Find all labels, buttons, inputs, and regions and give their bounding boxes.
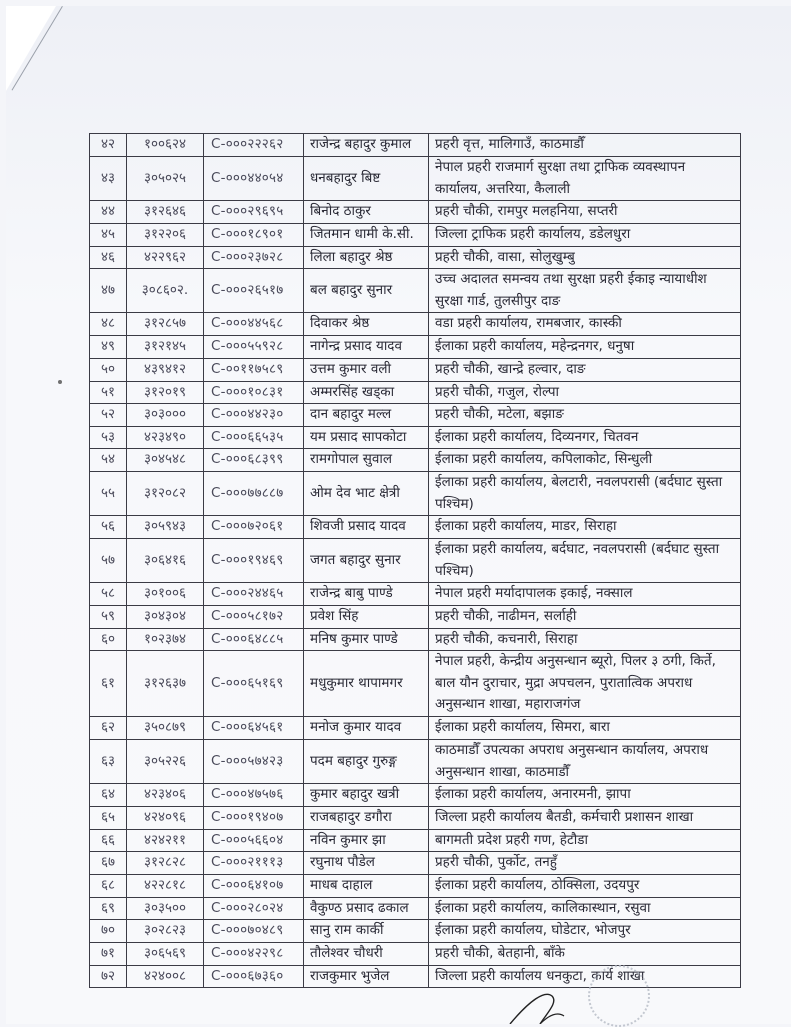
personnel-id-cell: ३०३५०० [127, 897, 204, 920]
personnel-id-cell: ४२४००८ [127, 965, 204, 988]
name-cell: राजेन्द्र बहादुर कुमाल [304, 134, 429, 157]
personnel-id-cell: १०२३७४ [127, 628, 204, 651]
table-row [90, 223, 741, 246]
personnel-id-cell: ४२४०९६ [127, 807, 204, 830]
serial-number-cell: ६१ [90, 651, 127, 717]
table-row [90, 539, 741, 583]
serial-number-cell: ५४ [90, 449, 127, 472]
scan-speck [58, 380, 62, 384]
serial-number-cell: ४५ [90, 223, 127, 246]
code-cell: C-०००७०४८९ [204, 920, 304, 943]
table-row [90, 157, 741, 201]
code-cell: C-०००१८९०१ [204, 223, 304, 246]
personnel-id-cell: ४२२८१८ [127, 874, 204, 897]
name-cell: बल बहादुर सुनार [304, 269, 429, 313]
table-row [90, 313, 741, 336]
personnel-id-cell: ३१२६४६ [127, 201, 204, 224]
code-cell: C-०००२९६९५ [204, 201, 304, 224]
serial-number-cell: ६७ [90, 852, 127, 875]
serial-number-cell: ४३ [90, 157, 127, 201]
office-cell: ईलाका प्रहरी कार्यालय, बेलटारी, नवलपरासी (बर्दघाट सुस्ता पश्चिम) [429, 472, 741, 516]
table-row [90, 201, 741, 224]
office-cell: प्रहरी चौकी, पुर्कोट, तनहुँ [429, 852, 741, 875]
personnel-id-cell: ३०५२२६ [127, 740, 204, 784]
personnel-id-cell: ४२३४०६ [127, 784, 204, 807]
table-row [90, 449, 741, 472]
name-cell: रामगोपाल सुवाल [304, 449, 429, 472]
code-cell: C-०००५७४२३ [204, 740, 304, 784]
table-row [90, 404, 741, 427]
serial-number-cell: ४४ [90, 201, 127, 224]
office-cell: ईलाका प्रहरी कार्यालय, ठोक्सिला, उदयपुर [429, 874, 741, 897]
office-cell: ईलाका प्रहरी कार्यालय, कपिलाकोट, सिन्धुली [429, 449, 741, 472]
personnel-id-cell: ३०४३०४ [127, 605, 204, 628]
name-cell: राजेन्द्र बाबु पाण्डे [304, 583, 429, 606]
serial-number-cell: ७० [90, 920, 127, 943]
office-cell: काठमाडौँ उपत्यका अपराध अनुसन्धान कार्यालय, अपराध अनुसन्धान शाखा, काठमाडौँ [429, 740, 741, 784]
personnel-id-cell: ३१२६३७ [127, 651, 204, 717]
personnel-id-cell: ३१२८५७ [127, 313, 204, 336]
office-cell: प्रहरी चौकी, गजुल, रोल्पा [429, 381, 741, 404]
code-cell: C-०००६४५६१ [204, 717, 304, 740]
personnel-id-cell: ३१२२०६ [127, 223, 204, 246]
code-cell: C-०००५८१७२ [204, 605, 304, 628]
name-cell: तौलेश्वर चौधरी [304, 942, 429, 965]
name-cell: पदम बहादुर गुरुङ्ग [304, 740, 429, 784]
office-cell: प्रहरी चौकी, बेतहानी, बाँके [429, 942, 741, 965]
code-cell: C-०००५५९२८ [204, 336, 304, 359]
name-cell: वैकुण्ठ प्रसाद ढकाल [304, 897, 429, 920]
personnel-id-cell: ३०४५४८ [127, 449, 204, 472]
personnel-id-cell: ४२४२११ [127, 829, 204, 852]
table-row [90, 852, 741, 875]
code-cell: C-०००६५१६९ [204, 651, 304, 717]
personnel-id-cell: ३०१००६ [127, 583, 204, 606]
serial-number-cell: ५८ [90, 583, 127, 606]
code-cell: C-०००६७३६० [204, 965, 304, 988]
office-cell: प्रहरी चौकी, वासा, सोलुखुम्बु [429, 246, 741, 269]
personnel-table-body [90, 134, 741, 988]
code-cell: C-०००४२२९८ [204, 942, 304, 965]
office-cell: नेपाल प्रहरी राजमार्ग सुरक्षा तथा ट्राफिक व्यवस्थापन कार्यालय, अत्तरिया, कैलाली [429, 157, 741, 201]
office-cell: ईलाका प्रहरी कार्यालय, दिव्यनगर, चितवन [429, 426, 741, 449]
code-cell: C-०००४७५७६ [204, 784, 304, 807]
signature [500, 990, 590, 1024]
office-cell: ईलाका प्रहरी कार्यालय, घोडेटार, भोजपुर [429, 920, 741, 943]
code-cell: C-०००६४८८५ [204, 628, 304, 651]
office-cell: ईलाका प्रहरी कार्यालय, कालिकास्थान, रसुवा [429, 897, 741, 920]
office-cell: नेपाल प्रहरी, केन्द्रीय अनुसन्धान ब्यूरो, पिलर ३ ठगी, किर्ते, बाल यौन दुराचार, मुद्रा अपचलन, पुरातात्विक अपराध अनुसन्धान शाखा, महाराजगंज [429, 651, 741, 717]
personnel-table [89, 133, 741, 988]
page-fold-corner [6, 6, 56, 91]
serial-number-cell: ६० [90, 628, 127, 651]
table-row [90, 472, 741, 516]
name-cell: ओम देव भाट क्षेत्री [304, 472, 429, 516]
personnel-id-cell: ३१२१४५ [127, 336, 204, 359]
personnel-id-cell: ३०३००० [127, 404, 204, 427]
table-row [90, 651, 741, 717]
table-row [90, 269, 741, 313]
code-cell: C-०००२६५१७ [204, 269, 304, 313]
table-row [90, 336, 741, 359]
name-cell: नविन कुमार झा [304, 829, 429, 852]
personnel-id-cell: १००६२४ [127, 134, 204, 157]
name-cell: दान बहादुर मल्ल [304, 404, 429, 427]
personnel-id-cell: ३१२०८२ [127, 472, 204, 516]
table-row [90, 717, 741, 740]
serial-number-cell: ५५ [90, 472, 127, 516]
personnel-id-cell: ४२३४९० [127, 426, 204, 449]
serial-number-cell: ४८ [90, 313, 127, 336]
office-cell: जिल्ला ट्राफिक प्रहरी कार्यालय, डडेलधुरा [429, 223, 741, 246]
office-cell: प्रहरी चौकी, कचनारी, सिराहा [429, 628, 741, 651]
table-row [90, 246, 741, 269]
personnel-id-cell: ३०८६०२. [127, 269, 204, 313]
name-cell: प्रवेश सिंह [304, 605, 429, 628]
code-cell: C-०००१९४०७ [204, 807, 304, 830]
table-row [90, 874, 741, 897]
code-cell: C-०००२८०२४ [204, 897, 304, 920]
personnel-id-cell: ३१२८२८ [127, 852, 204, 875]
name-cell: सानु राम कार्की [304, 920, 429, 943]
table-row [90, 829, 741, 852]
code-cell: C-०००४४५६८ [204, 313, 304, 336]
code-cell: C-०००४४२३० [204, 404, 304, 427]
table-row [90, 897, 741, 920]
personnel-id-cell: ३१२०१९ [127, 381, 204, 404]
office-cell: प्रहरी चौकी, मटेला, बझाङ [429, 404, 741, 427]
serial-number-cell: ५७ [90, 539, 127, 583]
serial-number-cell: ५९ [90, 605, 127, 628]
serial-number-cell: ६६ [90, 829, 127, 852]
office-cell: ईलाका प्रहरी कार्यालय, अनारमनी, झापा [429, 784, 741, 807]
personnel-id-cell: ३०५०२५ [127, 157, 204, 201]
serial-number-cell: ५२ [90, 404, 127, 427]
code-cell: C-०००४४०५४ [204, 157, 304, 201]
office-cell: बागमती प्रदेश प्रहरी गण, हेटौडा [429, 829, 741, 852]
name-cell: राजबहादुर डगौरा [304, 807, 429, 830]
code-cell: C-०००७७८८७ [204, 472, 304, 516]
name-cell: अम्मरसिंह खड्का [304, 381, 429, 404]
serial-number-cell: ६३ [90, 740, 127, 784]
office-cell: ईलाका प्रहरी कार्यालय, बर्दघाट, नवलपरासी (बर्दघाट सुस्ता पश्चिम) [429, 539, 741, 583]
name-cell: माधब दाहाल [304, 874, 429, 897]
name-cell: शिवजी प्रसाद यादव [304, 516, 429, 539]
serial-number-cell: ४२ [90, 134, 127, 157]
name-cell: उत्तम कुमार वली [304, 358, 429, 381]
table-row [90, 807, 741, 830]
code-cell: C-०००१०८३१ [204, 381, 304, 404]
table-row [90, 426, 741, 449]
office-cell: प्रहरी चौकी, रामपुर मलहनिया, सप्तरी [429, 201, 741, 224]
name-cell: धनबहादुर बिष्ट [304, 157, 429, 201]
serial-number-cell: ६९ [90, 897, 127, 920]
code-cell: C-०००५६६०४ [204, 829, 304, 852]
code-cell: C-००११७५८९ [204, 358, 304, 381]
table-row [90, 516, 741, 539]
serial-number-cell: ४९ [90, 336, 127, 359]
serial-number-cell: ५६ [90, 516, 127, 539]
serial-number-cell: ६५ [90, 807, 127, 830]
name-cell: रघुनाथ पौडेल [304, 852, 429, 875]
serial-number-cell: ४६ [90, 246, 127, 269]
office-cell: ईलाका प्रहरी कार्यालय, सिमरा, बारा [429, 717, 741, 740]
code-cell: C-०००२३७२८ [204, 246, 304, 269]
name-cell: जगत बहादुर सुनार [304, 539, 429, 583]
serial-number-cell: ६२ [90, 717, 127, 740]
name-cell: जितमान धामी के.सी. [304, 223, 429, 246]
name-cell: कुमार बहादुर खत्री [304, 784, 429, 807]
official-seal-stamp [588, 965, 650, 1027]
personnel-id-cell: ३०६४१६ [127, 539, 204, 583]
table-row [90, 605, 741, 628]
code-cell: C-०००६४१०७ [204, 874, 304, 897]
serial-number-cell: ५० [90, 358, 127, 381]
table-row [90, 134, 741, 157]
table-row [90, 920, 741, 943]
code-cell: C-०००६८३९९ [204, 449, 304, 472]
office-cell: जिल्ला प्रहरी कार्यालय धनकुटा, कार्य शाखा [429, 965, 741, 988]
personnel-id-cell: ३५०८७९ [127, 717, 204, 740]
serial-number-cell: ६८ [90, 874, 127, 897]
code-cell: C-०००७२०६१ [204, 516, 304, 539]
personnel-id-cell: ३०६५६९ [127, 942, 204, 965]
personnel-id-cell: ३०५९४३ [127, 516, 204, 539]
serial-number-cell: ५३ [90, 426, 127, 449]
code-cell: C-०००२१११३ [204, 852, 304, 875]
serial-number-cell: ६४ [90, 784, 127, 807]
name-cell: राजकुमार भुजेल [304, 965, 429, 988]
name-cell: लिला बहादुर श्रेष्ठ [304, 246, 429, 269]
office-cell: ईलाका प्रहरी कार्यालय, महेन्द्रनगर, धनुषा [429, 336, 741, 359]
serial-number-cell: ४७ [90, 269, 127, 313]
personnel-id-cell: ४२२९६२ [127, 246, 204, 269]
code-cell: C-०००६६५३५ [204, 426, 304, 449]
name-cell: दिवाकर श्रेष्ठ [304, 313, 429, 336]
name-cell: यम प्रसाद सापकोटा [304, 426, 429, 449]
office-cell: प्रहरी चौकी, खान्द्रे हल्वार, दाङ [429, 358, 741, 381]
name-cell: बिनोद ठाकुर [304, 201, 429, 224]
office-cell: प्रहरी चौकी, नाढीमन, सर्लाही [429, 605, 741, 628]
name-cell: नागेन्द्र प्रसाद यादव [304, 336, 429, 359]
table-row [90, 628, 741, 651]
office-cell: प्रहरी वृत्त, मालिगाउँ, काठमाडौँ [429, 134, 741, 157]
table-row [90, 784, 741, 807]
office-cell: उच्च अदालत समन्वय तथा सुरक्षा प्रहरी ईकाइ न्यायाधीश सुरक्षा गार्ड, तुलसीपुर दाङ [429, 269, 741, 313]
office-cell: ईलाका प्रहरी कार्यालय, माडर, सिराहा [429, 516, 741, 539]
table-row [90, 583, 741, 606]
office-cell: जिल्ला प्रहरी कार्यालय बैतडी, कर्मचारी प्रशासन शाखा [429, 807, 741, 830]
table-row [90, 942, 741, 965]
office-cell: वडा प्रहरी कार्यालय, रामबजार, कास्की [429, 313, 741, 336]
code-cell: C-०००२४४६५ [204, 583, 304, 606]
table-row [90, 381, 741, 404]
personnel-id-cell: ४३९४१२ [127, 358, 204, 381]
serial-number-cell: ७२ [90, 965, 127, 988]
personnel-id-cell: ३०२८२३ [127, 920, 204, 943]
name-cell: मनोज कुमार यादव [304, 717, 429, 740]
name-cell: मनिष कुमार पाण्डे [304, 628, 429, 651]
code-cell: C-०००१९४६९ [204, 539, 304, 583]
table-row [90, 358, 741, 381]
table-row [90, 740, 741, 784]
serial-number-cell: ७१ [90, 942, 127, 965]
serial-number-cell: ५१ [90, 381, 127, 404]
code-cell: C-०००२२२६२ [204, 134, 304, 157]
office-cell: नेपाल प्रहरी मर्यादापालक इकाई, नक्साल [429, 583, 741, 606]
name-cell: मधुकुमार थापामगर [304, 651, 429, 717]
